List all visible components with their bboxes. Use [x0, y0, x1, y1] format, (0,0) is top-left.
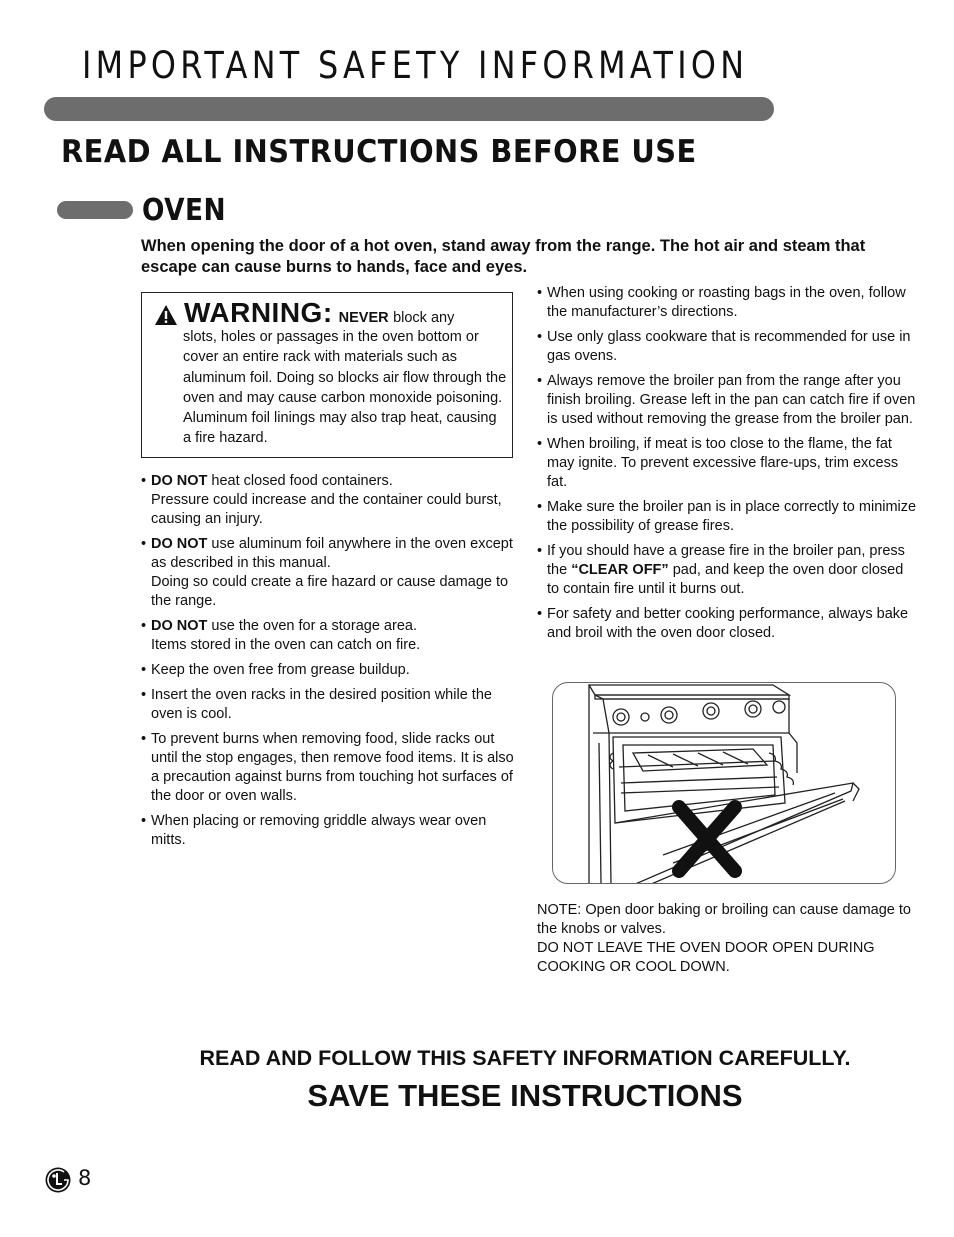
list-item: • Keep the oven free from grease buildup. [141, 661, 521, 680]
note-line-2: DO NOT LEAVE THE OVEN DOOR OPEN DURING COOKING OR COOL DOWN. [537, 940, 875, 975]
x-mark-icon [679, 807, 735, 871]
warning-body: slots, holes or passages in the oven bottom or cover an entire rack with materials such as aluminum foil. Doing so blocks air flow through the oven and may cause carbon monoxide poisoning. Aluminum foil linings may also trap heat, causing a fire hazard. [183, 329, 507, 447]
list-item: • DO NOT heat closed food containers. Pressure could increase and the container could burst, causing an injury. [141, 472, 521, 529]
warning-title-line [154, 297, 454, 329]
warning-first-words: block any [393, 310, 455, 326]
list-item: • If you should have a grease fire in the broiler pan, press the “CLEAR OFF” pad, and keep the oven door closed to contain fire until it burns out. [537, 542, 917, 599]
list-item: • For safety and better cooking performance, always bake and broil with the oven door closed. [537, 605, 917, 643]
note-line-1: NOTE: Open door baking or broiling can cause damage to the knobs or valves. [537, 902, 911, 937]
footer-save-instructions: SAVE THESE INSTRUCTIONS [307, 1078, 743, 1113]
footer-read-follow: READ AND FOLLOW THIS SAFETY INFORMATION CAREFULLY. [199, 1046, 851, 1070]
lg-logo-icon [45, 1167, 71, 1193]
page-title: IMPORTANT SAFETY INFORMATION [82, 44, 749, 87]
left-bullet-list [141, 472, 521, 856]
list-item: • When using cooking or roasting bags in the oven, follow the manufacturer’s directions. [537, 284, 917, 322]
right-bullet-list [537, 284, 917, 649]
list-item: • Use only glass cookware that is recommended for use in gas ovens. [537, 328, 917, 366]
list-item: • Make sure the broiler pan is in place correctly to minimize the possibility of grease fires. [537, 498, 917, 536]
list-item: • DO NOT use aluminum foil anywhere in the oven except as described in this manual. Doing so could create a fire hazard or cause damage to the range. [141, 535, 521, 611]
section-pill [57, 201, 133, 219]
warning-triangle-icon [154, 304, 178, 326]
warning-lead: NEVER [338, 310, 389, 326]
warning-word: WARNING: [184, 297, 333, 328]
main-heading: READ ALL INSTRUCTIONS BEFORE USE [61, 134, 697, 170]
title-bar [44, 97, 774, 121]
list-item: • To prevent burns when removing food, slide racks out until the stop engages, then remove food items. It is also a precaution against burns from touching hot surfaces of the door or oven walls. [141, 730, 521, 806]
page-number: 8 [78, 1166, 92, 1190]
oven-drawing [553, 683, 896, 884]
list-item: • Always remove the broiler pan from the range after you finish broiling. Grease left in the pan can catch fire if oven is used without removing the grease from the broiler pan. [537, 372, 917, 429]
note-text [537, 901, 917, 977]
section-heading: OVEN [142, 193, 227, 228]
warning-box [141, 292, 513, 458]
list-item: • Insert the oven racks in the desired position while the oven is cool. [141, 686, 521, 724]
intro-text: When opening the door of a hot oven, stand away from the range. The hot air and steam that escape can cause burns to hands, face and eyes. [141, 237, 866, 276]
list-item: • When broiling, if meat is too close to the flame, the fat may ignite. To prevent excessive flare-ups, trim excess fat. [537, 435, 917, 492]
list-item: • DO NOT use the oven for a storage area. Items stored in the oven can catch on fire. [141, 617, 521, 655]
open-oven-illustration [552, 682, 896, 884]
list-item: • When placing or removing griddle always wear oven mitts. [141, 812, 521, 850]
